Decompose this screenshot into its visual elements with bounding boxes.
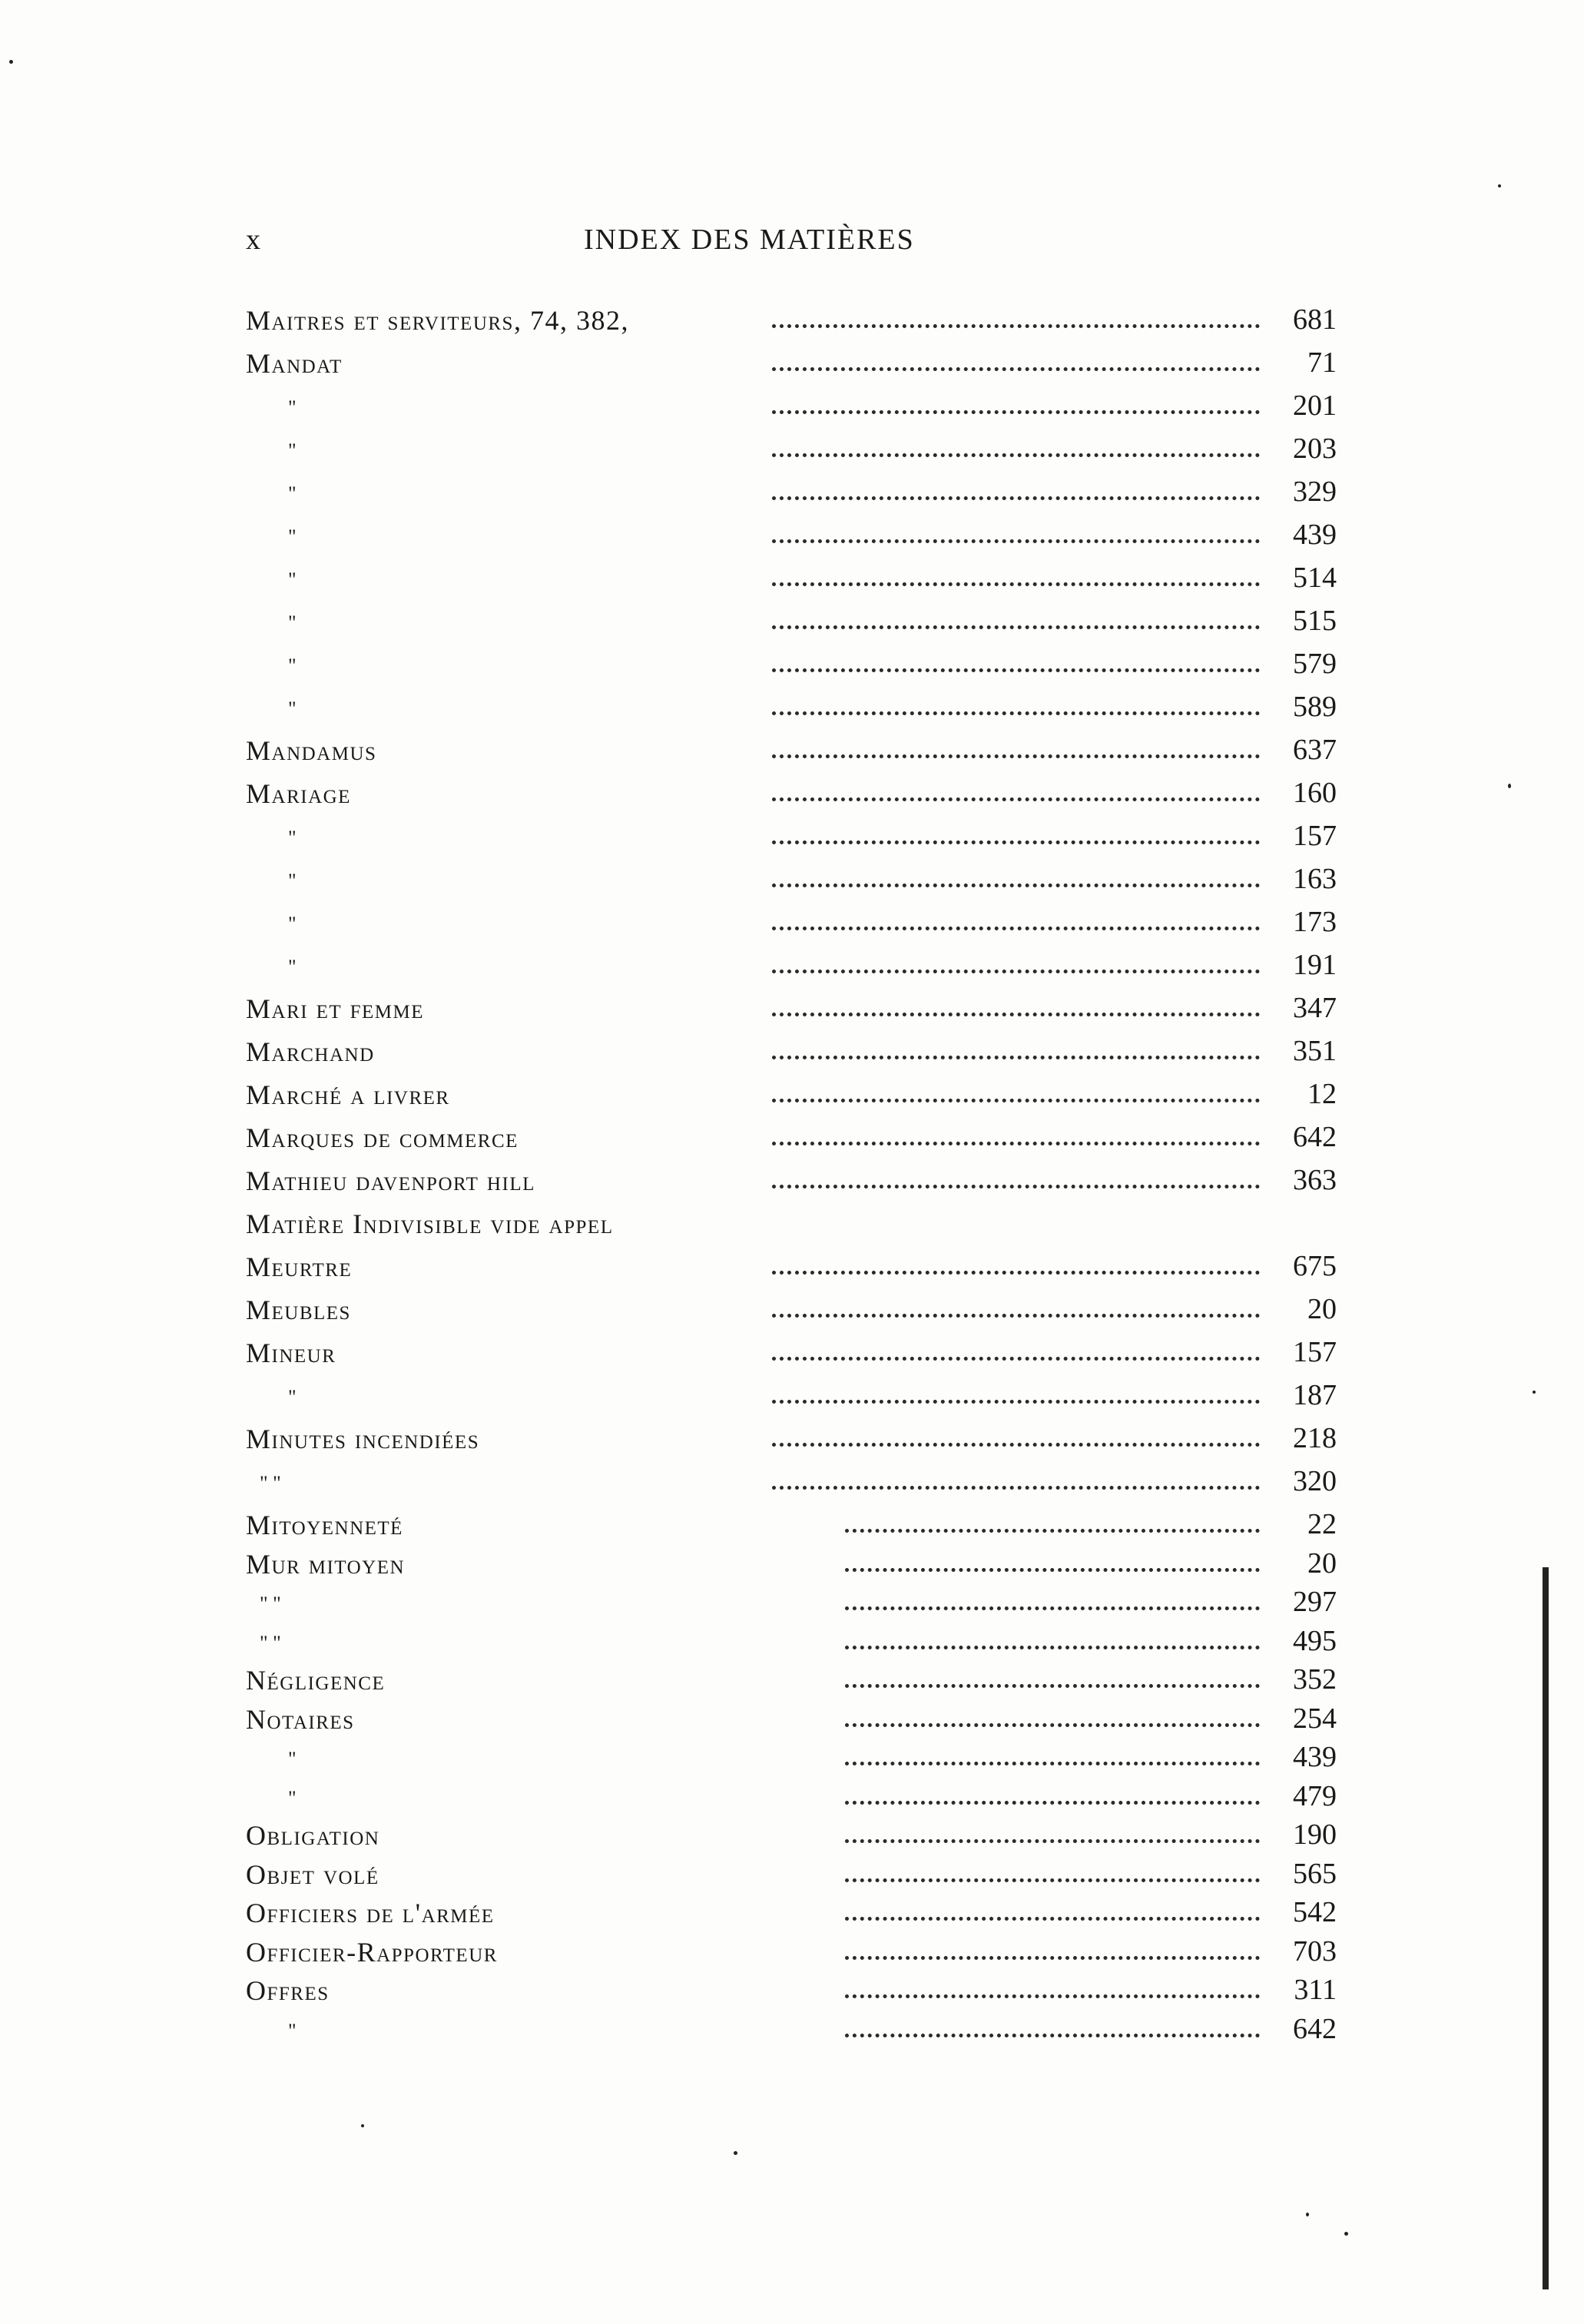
page-header (246, 223, 1321, 261)
page-reference: 352 (1293, 1663, 1337, 1696)
dot-leader (772, 1056, 1260, 1059)
page-reference: 163 (1293, 863, 1337, 895)
index-entry (246, 1504, 1337, 1543)
index-term: Offres (246, 1975, 330, 2006)
dot-leader (772, 1314, 1260, 1318)
index-term: " (288, 525, 297, 548)
index-term: Mariage (246, 778, 351, 809)
scan-edge-shadow (1543, 1567, 1549, 2289)
dot-leader (772, 711, 1260, 715)
dot-leader (772, 496, 1260, 500)
page-reference: 218 (1293, 1422, 1337, 1454)
index-entry (246, 687, 1337, 730)
index-term: Obligation (246, 1820, 380, 1851)
dot-leader (772, 970, 1260, 973)
index-entry (246, 1289, 1337, 1332)
index-term: Maitres et serviteurs, 74, 382, (246, 305, 629, 336)
page-reference: 329 (1293, 476, 1337, 508)
index-term: " " (260, 1593, 281, 1615)
index-term: Mandamus (246, 735, 377, 766)
index-entry (246, 1970, 1337, 2009)
index-term: Officiers de l'armée (246, 1898, 495, 1928)
index-entry (246, 1543, 1337, 1583)
page-reference: 201 (1293, 390, 1337, 422)
index-entry (246, 945, 1337, 988)
dot-leader (845, 1994, 1260, 1998)
dot-leader (845, 1801, 1260, 1805)
page-reference: 495 (1293, 1624, 1337, 1657)
index-term: Meubles (246, 1295, 351, 1325)
dot-leader (772, 1486, 1260, 1490)
index-term: " (288, 1748, 297, 1770)
dot-leader (845, 2034, 1260, 2037)
dot-leader (772, 754, 1260, 758)
index-entry (246, 644, 1337, 687)
page-reference: 439 (1293, 519, 1337, 551)
page-reference: 363 (1293, 1164, 1337, 1196)
page-reference: 71 (1307, 346, 1337, 379)
page-reference: 190 (1293, 1818, 1337, 1851)
index-term: Meurtre (246, 1252, 353, 1282)
index-entry (246, 1461, 1337, 1504)
dot-leader (772, 582, 1260, 586)
page-reference: 20 (1307, 1547, 1337, 1580)
page-reference: 514 (1293, 562, 1337, 594)
index-term: " (288, 439, 297, 462)
index-term: " " (260, 1631, 281, 1654)
dot-leader (845, 1684, 1260, 1688)
page-reference: 311 (1294, 1974, 1337, 2006)
index-entry (246, 1375, 1337, 1418)
index-entry (246, 1332, 1337, 1375)
index-term: " (288, 1386, 297, 1408)
index-entry (246, 515, 1337, 558)
dot-leader (772, 1357, 1260, 1361)
page-number: x (246, 224, 260, 256)
dot-leader (772, 927, 1260, 930)
page-reference: 157 (1293, 820, 1337, 852)
index-entry (246, 1074, 1337, 1117)
page-reference: 12 (1307, 1078, 1337, 1110)
dot-leader (845, 1723, 1260, 1727)
index-entry (246, 1117, 1337, 1160)
page-reference: 347 (1293, 992, 1337, 1024)
index-term: Mitoyenneté (246, 1510, 403, 1540)
index-entry (246, 816, 1337, 859)
page-reference: 637 (1293, 734, 1337, 766)
index-entry (246, 902, 1337, 945)
page-reference: 22 (1307, 1508, 1337, 1540)
page-reference: 642 (1293, 2012, 1337, 2045)
dot-leader (772, 367, 1260, 371)
dot-leader (845, 1878, 1260, 1882)
dot-leader (772, 625, 1260, 629)
index-term: " (288, 827, 297, 849)
dot-leader (772, 884, 1260, 887)
page-reference: 20 (1307, 1293, 1337, 1325)
page-reference: 160 (1293, 777, 1337, 809)
index-entry (246, 429, 1337, 472)
index-term: Mur mitoyen (246, 1548, 406, 1580)
index-term: Matière Indivisible vide appel (246, 1208, 614, 1239)
index-entry (246, 2009, 1337, 2048)
index-entry (246, 1699, 1337, 1738)
page-reference: 675 (1293, 1250, 1337, 1282)
page-reference: 203 (1293, 433, 1337, 465)
index-term: Notaires (246, 1703, 355, 1735)
index-term: " (288, 569, 297, 591)
dot-leader (845, 1917, 1260, 1921)
dot-leader (772, 1271, 1260, 1275)
index-term: " " (260, 1472, 281, 1494)
index-term: " (288, 655, 297, 677)
index-entry (246, 558, 1337, 601)
index-term: " (288, 612, 297, 634)
page-reference: 351 (1293, 1035, 1337, 1067)
page-reference: 589 (1293, 691, 1337, 723)
dot-leader (772, 324, 1260, 328)
dot-leader (772, 1013, 1260, 1016)
dot-leader (845, 1956, 1260, 1960)
dot-leader (772, 1185, 1260, 1189)
index-term: " (288, 482, 297, 505)
index-term: Marchand (246, 1036, 375, 1067)
index-entry (246, 730, 1337, 773)
dot-leader (845, 1646, 1260, 1649)
index-term: Mandat (246, 348, 343, 379)
page-reference: 157 (1293, 1336, 1337, 1368)
dot-leader (772, 453, 1260, 457)
dot-leader (845, 1606, 1260, 1610)
page-reference: 320 (1293, 1465, 1337, 1497)
page-reference: 297 (1293, 1586, 1337, 1618)
index-entry (246, 1418, 1337, 1461)
index-term: Mari et femme (246, 993, 425, 1024)
index-entry (246, 1854, 1337, 1893)
index-entry (246, 472, 1337, 515)
page-reference: 187 (1293, 1379, 1337, 1411)
index-entry (246, 1246, 1337, 1289)
index-term: Mineur (246, 1338, 336, 1368)
index-term: " (288, 913, 297, 935)
page-reference: 479 (1293, 1779, 1337, 1812)
index-term: " (288, 396, 297, 419)
dot-leader (772, 1443, 1260, 1447)
index-entry (246, 386, 1337, 429)
index-term: Mathieu davenport hill (246, 1165, 535, 1196)
index-term: " (288, 956, 297, 978)
index-entry (246, 1815, 1337, 1854)
running-title: INDEX DES MATIÈRES (584, 224, 915, 256)
dot-leader (772, 410, 1260, 414)
page-reference: 173 (1293, 906, 1337, 938)
index-entry (246, 300, 1337, 343)
dot-leader (845, 1568, 1260, 1572)
index-entry (246, 1892, 1337, 1931)
index-term: " (288, 698, 297, 720)
index-entry (246, 601, 1337, 644)
index-entry (246, 1776, 1337, 1815)
page-reference: 681 (1293, 303, 1337, 336)
dot-leader (845, 1762, 1260, 1765)
index-term: Objet volé (246, 1858, 379, 1890)
index-entry (246, 343, 1337, 386)
index-term: Marché a livrer (246, 1079, 450, 1110)
page-reference: 515 (1293, 605, 1337, 637)
dot-leader (772, 668, 1260, 672)
dot-leader (845, 1839, 1260, 1843)
index-term: Officier-Rapporteur (246, 1936, 498, 1968)
index-entry (246, 1160, 1337, 1203)
index-term: Marques de commerce (246, 1122, 519, 1153)
page-reference: 254 (1293, 1702, 1337, 1735)
index-entry (246, 1659, 1337, 1699)
page-reference: 565 (1293, 1857, 1337, 1890)
index-entry (246, 1737, 1337, 1776)
dot-leader (772, 797, 1260, 801)
page-reference: 439 (1293, 1741, 1337, 1773)
index-term: " (288, 2019, 297, 2042)
dot-leader (772, 1400, 1260, 1404)
index-term: " (288, 1786, 297, 1809)
page-reference: 579 (1293, 648, 1337, 680)
page-reference: 191 (1293, 949, 1337, 981)
index-entry (246, 773, 1337, 816)
index-entry (246, 1621, 1337, 1660)
page-reference: 542 (1293, 1896, 1337, 1928)
index-term: Négligence (246, 1665, 386, 1696)
page-reference: 703 (1293, 1934, 1337, 1968)
index-term: Minutes incendiées (246, 1424, 480, 1454)
dot-leader (845, 1529, 1260, 1533)
index-entry (246, 1031, 1337, 1074)
dot-leader (772, 1142, 1260, 1145)
index-term: " (288, 870, 297, 892)
dot-leader (772, 539, 1260, 543)
index-entry (246, 1203, 1337, 1246)
dot-leader (772, 840, 1260, 844)
index-entry (246, 859, 1337, 902)
index-entry (246, 1931, 1337, 1971)
page-reference: 642 (1293, 1121, 1337, 1153)
index-entry (246, 988, 1337, 1031)
index-list (246, 300, 1337, 2047)
dot-leader (772, 1099, 1260, 1102)
index-entry (246, 1582, 1337, 1621)
